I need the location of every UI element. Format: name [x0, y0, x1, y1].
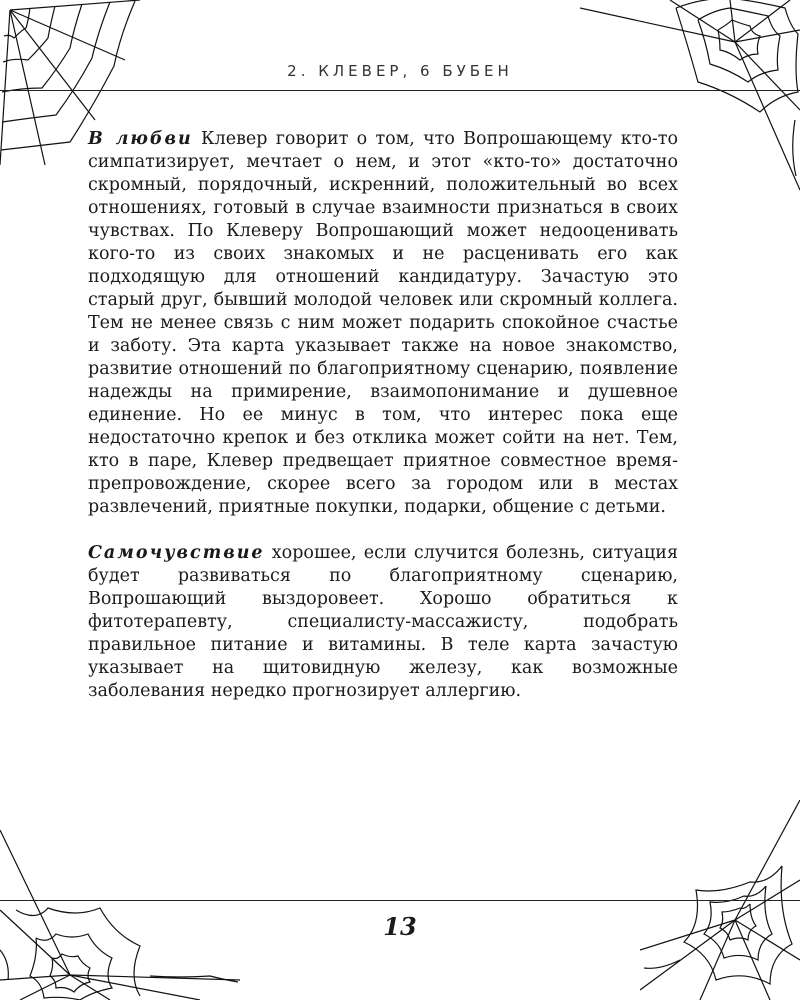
- footer-divider: [0, 900, 800, 901]
- love-paragraph: [88, 128, 678, 519]
- health-lead: Самочувствие: [88, 543, 265, 563]
- health-paragraph: [88, 542, 678, 703]
- header-divider: [0, 90, 800, 91]
- love-lead: В любви: [88, 129, 193, 149]
- body-text: [88, 128, 678, 726]
- page-number: 13: [383, 912, 417, 941]
- health-text: хорошее, если случится болезнь, ситуация будет развиваться по благоприятному сценарию, Вопрошающий выздоровеет. Хорошо обратиться к фитотерапевту, специалисту-массажисту, подобрать правильное питание и витамины. В теле карта зачастую указывает на щитовидную железу, как возможные заболевания нередко прогнозирует аллергию.: [88, 543, 678, 701]
- love-text: Клевер говорит о том, что Вопрошающему кто-то симпатизирует, мечтает о нем, и этот «кто-то» достаточно скромный, порядочный, искренний, положительный во всех отношениях, готовый в случае взаимности признаться в своих чувствах. По Клеверу Вопрошающий может недооценивать кого-то из своих знакомых и не расценивать его как подходящую для отношений кандидатуру. Зачастую это старый друг, бывший молодой человек или скромный коллега. Тем не менее связь с ним может подарить спокойное счастье и заботу. Эта карта указывает также на новое знакомство, развитие отношений по благоприятному сценарию, появление надежды на примирение, взаимопонимание и душевное единение. Но ее минус в том, что интерес пока еще недостаточно крепок и без отклика может сойти на нет. Тем, кто в паре, Клевер предвещает приятное совместное время-препровождение, скорее всего за городом или в местах развлечений, приятные покупки, подарки, общение с детьми.: [88, 129, 678, 517]
- running-header: 2. КЛЕВЕР, 6 БУБЕН: [287, 62, 513, 80]
